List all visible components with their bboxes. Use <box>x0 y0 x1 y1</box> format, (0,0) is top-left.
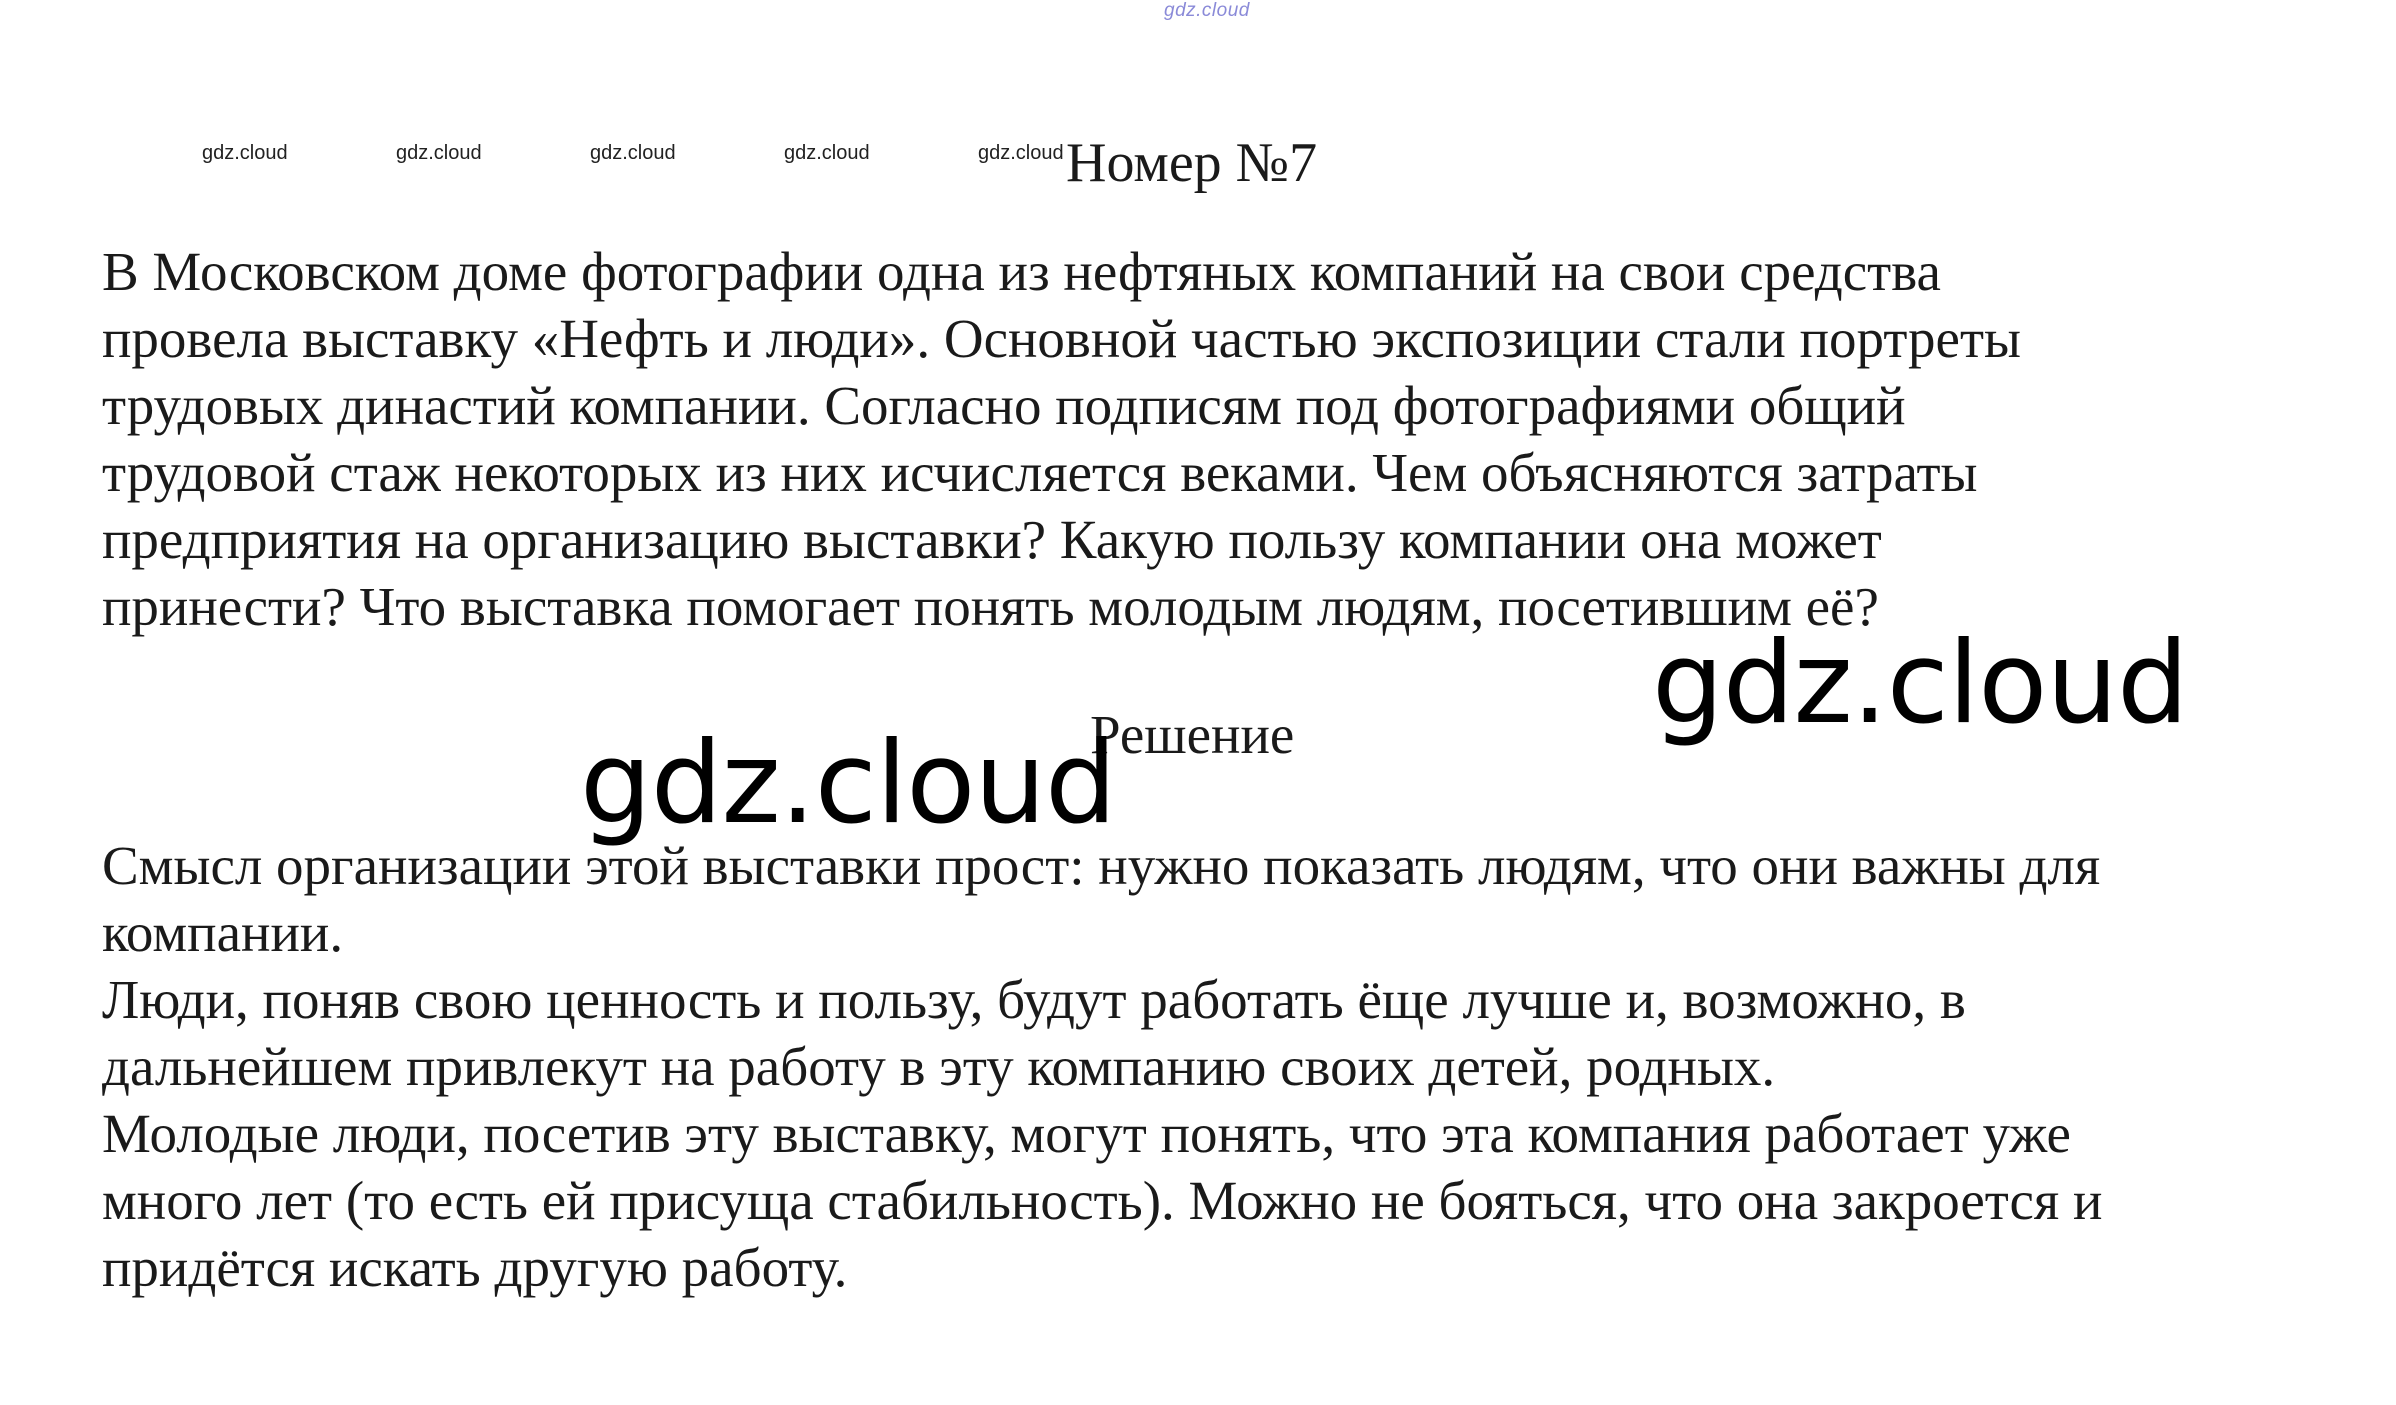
small-watermark: gdz.cloud <box>978 142 1064 164</box>
question-line: трудовой стаж некоторых из них исчисляется веками. Чем объясняются затраты <box>102 442 1978 503</box>
question-line: В Московском доме фотографии одна из нефтяных компаний на свои средства <box>102 241 1941 302</box>
answer-line: Люди, поняв свою ценность и пользу, будут работать ёще лучше и, возможно, в <box>102 969 1966 1030</box>
solution-heading: Решение <box>1090 704 1295 765</box>
small-watermark: gdz.cloud <box>202 142 288 164</box>
answer-line: Смысл организации этой выставки прост: нужно показать людям, что они важны для <box>102 835 2101 896</box>
answer-line: дальнейшем привлекут на работу в эту компанию своих детей, родных. <box>102 1036 1776 1097</box>
small-watermark: gdz.cloud <box>590 142 676 164</box>
page-title: Номер №7 <box>1066 132 1318 194</box>
big-watermark-left: gdz.cloud <box>580 717 1116 849</box>
question-line: трудовых династий компании. Согласно подписям под фотографиями общий <box>102 375 1906 436</box>
answer-text <box>102 832 2342 1301</box>
question-line: принести? Что выставка помогает понять молодым людям, посетившим её? <box>102 576 1879 637</box>
question-line: предприятия на организацию выставки? Какую пользу компании она может <box>102 509 1882 570</box>
answer-line: компании. <box>102 902 344 963</box>
small-watermark: gdz.cloud <box>784 142 870 164</box>
small-watermark: gdz.cloud <box>396 142 482 164</box>
big-watermark-right: gdz.cloud <box>1652 617 2188 749</box>
answer-line: много лет (то есть ей присуща стабильность). Можно не бояться, что она закроется и <box>102 1170 2103 1231</box>
question-text <box>102 238 2342 640</box>
question-line: провела выставку «Нефть и люди». Основной частью экспозиции стали портреты <box>102 308 2021 369</box>
answer-line: Молодые люди, посетив эту выставку, могут понять, что эта компания работает уже <box>102 1103 2071 1164</box>
top-watermark: gdz.cloud <box>1164 0 1250 21</box>
answer-line: придётся искать другую работу. <box>102 1237 848 1298</box>
